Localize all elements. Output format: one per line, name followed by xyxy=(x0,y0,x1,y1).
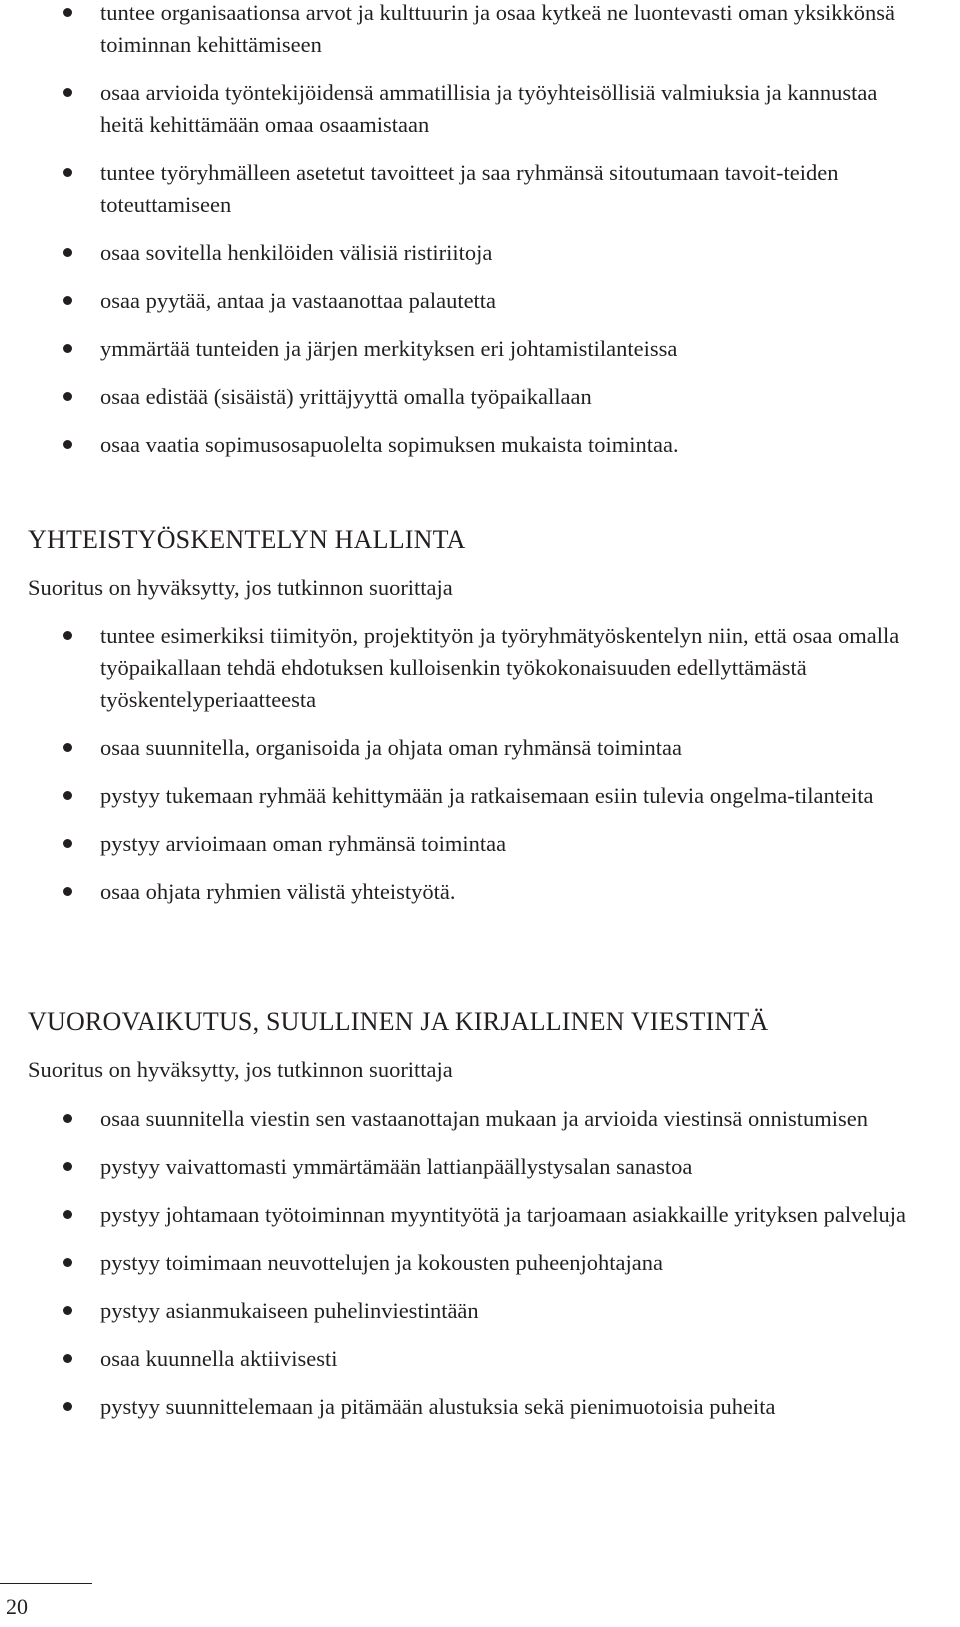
list-item-text: pystyy asianmukaiseen puhelinviestintään xyxy=(100,1298,479,1323)
list-item xyxy=(0,1343,960,1375)
list-item-text: pystyy suunnittelemaan ja pitämään alustuksia sekä pienimuotoisia puheita xyxy=(100,1394,776,1419)
list-item xyxy=(0,1151,960,1183)
page-number: 20 xyxy=(6,1594,28,1619)
bullet-icon xyxy=(63,743,72,752)
bullet-icon xyxy=(63,631,72,640)
section-subtitle: Suoritus on hyväksytty, jos tutkinnon suorittaja xyxy=(28,1057,453,1082)
bullet-icon xyxy=(63,1258,72,1267)
list-item-text: pystyy johtamaan työtoiminnan myyntityötä ja tarjoamaan asiakkaille yrityksen palveluja xyxy=(100,1202,907,1227)
bullet-icon xyxy=(63,1306,72,1315)
bullet-icon xyxy=(63,392,72,401)
bullet-icon xyxy=(63,791,72,800)
footer-rule xyxy=(0,1583,92,1584)
list-item-text: osaa ohjata ryhmien välistä yhteistyötä. xyxy=(100,879,456,904)
bullet-icon xyxy=(63,887,72,896)
list-item-text: osaa kuunnella aktiivisesti xyxy=(100,1346,338,1371)
list-item-text: osaa sovitella henkilöiden välisiä ristiriitoja xyxy=(100,240,493,265)
list-item-text: ymmärtää tunteiden ja järjen merkityksen eri johtamistilanteissa xyxy=(100,336,678,361)
list-item xyxy=(0,732,960,764)
top-bullet-list xyxy=(0,0,960,461)
section1-bullet-list xyxy=(0,620,960,908)
list-item xyxy=(0,333,960,365)
list-item xyxy=(0,1391,960,1423)
list-item-text: tuntee organisaationsa arvot ja kulttuurin ja osaa kytkeä ne luontevasti oman yksikkönsä toiminnan kehittämiseen xyxy=(100,0,896,57)
list-item-text: pystyy tukemaan ryhmää kehittymään ja ratkaisemaan esiin tulevia ongelma-tilanteita xyxy=(100,783,874,808)
bullet-icon xyxy=(63,296,72,305)
list-item xyxy=(0,1103,960,1135)
list-item xyxy=(0,876,960,908)
list-item xyxy=(0,237,960,269)
list-item-text: tuntee esimerkiksi tiimityön, projektityön ja työryhmätyöskentelyn niin, että osaa omalla työpaikallaan tehdä ehdotuksen kulloisenkin työkokonaisuuden edellyttämästä työskentelyperiaatteesta xyxy=(100,623,900,712)
bullet-icon xyxy=(63,1354,72,1363)
list-item xyxy=(0,0,960,61)
list-item xyxy=(0,1199,960,1231)
bullet-icon xyxy=(63,839,72,848)
list-item xyxy=(0,285,960,317)
bullet-icon xyxy=(63,1162,72,1171)
bullet-icon xyxy=(63,8,72,17)
list-item-text: osaa vaatia sopimusosapuolelta sopimuksen mukaista toimintaa. xyxy=(100,432,679,457)
section-heading: YHTEISTYÖSKENTELYN HALLINTA xyxy=(28,525,466,554)
bullet-icon xyxy=(63,88,72,97)
bullet-icon xyxy=(63,1210,72,1219)
list-item-text: tuntee työryhmälleen asetetut tavoitteet ja saa ryhmänsä sitoutumaan tavoit-teiden toteuttamiseen xyxy=(100,160,839,217)
list-item-text: osaa pyytää, antaa ja vastaanottaa palautetta xyxy=(100,288,497,313)
section2-bullet-list xyxy=(0,1103,960,1423)
bullet-icon xyxy=(63,440,72,449)
bullet-icon xyxy=(63,168,72,177)
list-item xyxy=(0,157,960,221)
list-item xyxy=(0,1295,960,1327)
list-item-text: osaa suunnitella viestin sen vastaanottajan mukaan ja arvioida viestinsä onnistumisen xyxy=(100,1106,868,1131)
section-subtitle: Suoritus on hyväksytty, jos tutkinnon suorittaja xyxy=(28,575,453,600)
list-item xyxy=(0,381,960,413)
bullet-icon xyxy=(63,248,72,257)
list-item-text: osaa edistää (sisäistä) yrittäjyyttä omalla työpaikallaan xyxy=(100,384,592,409)
list-item-text: osaa arvioida työntekijöidensä ammatillisia ja työyhteisöllisiä valmiuksia ja kannustaa heitä kehittämään omaa osaamistaan xyxy=(100,80,878,137)
list-item-text: pystyy toimimaan neuvottelujen ja kokousten puheenjohtajana xyxy=(100,1250,663,1275)
list-item xyxy=(0,1247,960,1279)
list-item-text: pystyy arvioimaan oman ryhmänsä toimintaa xyxy=(100,831,507,856)
list-item-text: osaa suunnitella, organisoida ja ohjata oman ryhmänsä toimintaa xyxy=(100,735,682,760)
list-item-text: pystyy vaivattomasti ymmärtämään lattianpäällystysalan sanastoa xyxy=(100,1154,693,1179)
section-heading: VUOROVAIKUTUS, SUULLINEN JA KIRJALLINEN VIESTINTÄ xyxy=(28,1007,769,1036)
bullet-icon xyxy=(63,1402,72,1411)
bullet-icon xyxy=(63,344,72,353)
bullet-icon xyxy=(63,1114,72,1123)
list-item xyxy=(0,780,960,812)
list-item xyxy=(0,77,960,141)
list-item xyxy=(0,620,960,716)
list-item xyxy=(0,828,960,860)
list-item xyxy=(0,429,960,461)
